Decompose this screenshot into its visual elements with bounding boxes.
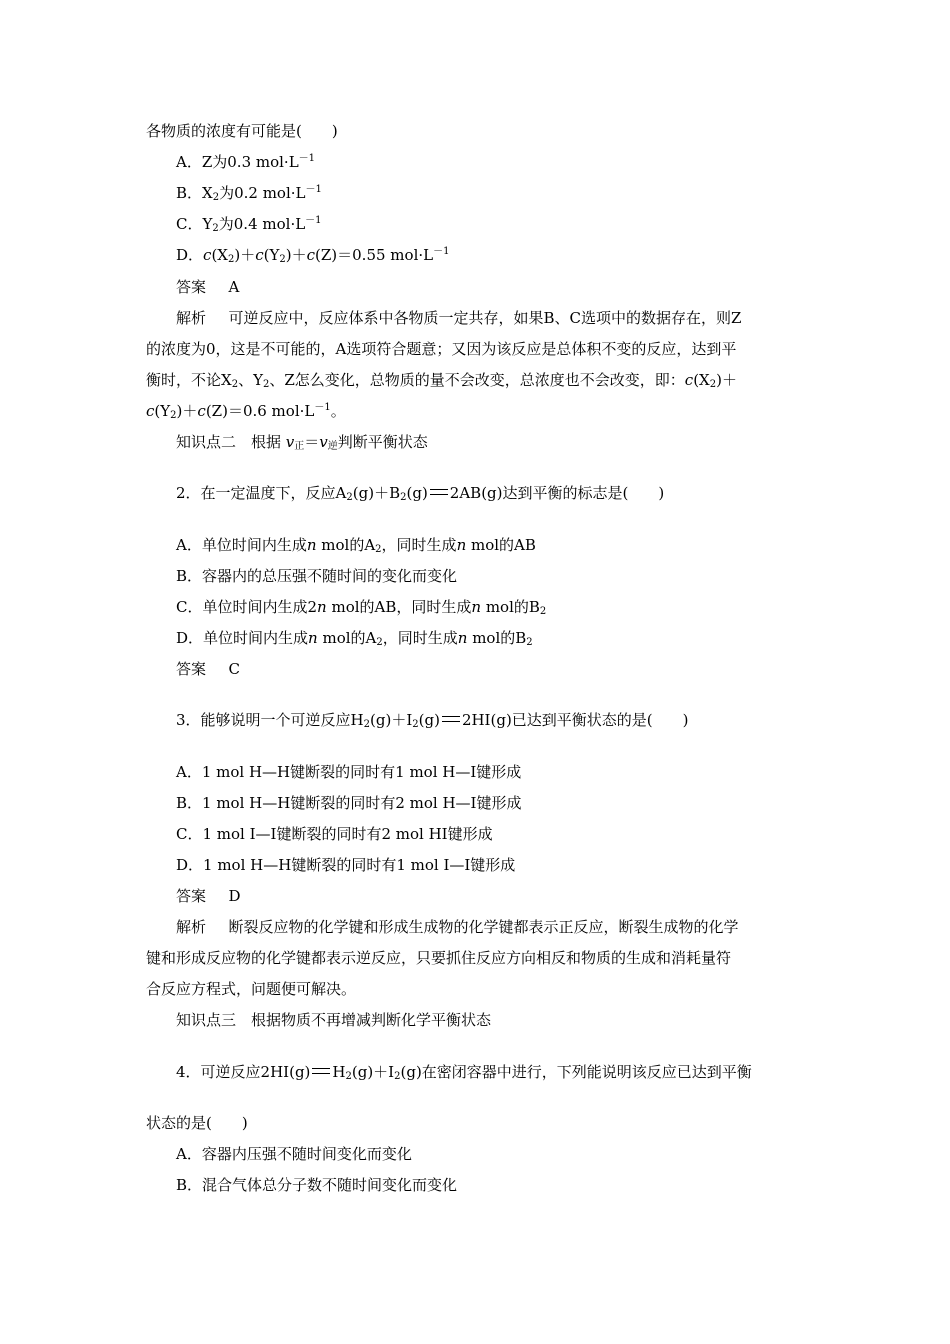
q2-answer: 答案 C	[176, 660, 240, 678]
knowledge-point-2-heading: 知识点二 根据 $v_正=v_逆$判断平衡状态	[176, 433, 428, 452]
equilibrium-arrow-icon	[440, 712, 462, 726]
q1-answer: 答案 A	[176, 278, 240, 296]
q1-option-c: C．$Y_2$为0.4 $mol\cdot L^{-1}$	[176, 215, 322, 234]
q2-option-a: A．单位时间内生成n mol的$A_2$，同时生成n mol的AB	[176, 536, 536, 555]
q3-option-b: B．1 mol H—H键断裂的同时有2 mol H—I键形成	[176, 794, 522, 812]
q4-stem-line-2: 状态的是( )	[146, 1114, 248, 1132]
q3-analysis-line-3: 合反应方程式，问题便可解决。	[146, 980, 357, 998]
equilibrium-arrow-icon	[428, 485, 450, 499]
q1-option-b: B．$X_2$为0.2 $mol\cdot L^{-1}$	[176, 184, 322, 203]
q1-analysis-line-1: 解析 可逆反应中，反应体系中各物质一定共存，如果B、C选项中的数据存在，则Z	[176, 309, 742, 327]
equilibrium-arrow-icon	[310, 1064, 332, 1078]
q1-analysis-line-3: 衡时，不论$X_2$、$Y_2$、Z怎么变化，总物质的量不会改变，总浓度也不会改变，即：$c(X_2)+$	[146, 371, 737, 390]
q2-option-c: C．单位时间内生成2n mol的AB，同时生成n mol的$B_2$	[176, 598, 547, 617]
q1-option-d: D．$c(X_2)+c(Y_2)+c(Z)=0.55$ $mol\cdot L^{-1}$	[176, 246, 450, 265]
q4-option-b: B．混合气体总分子数不随时间变化而变化	[176, 1176, 458, 1194]
q1-analysis-line-2: 的浓度为0，这是不可能的，A选项符合题意；又因为该反应是总体积不变的反应，达到平	[146, 340, 737, 358]
q1-stem-tail: 各物质的浓度有可能是( )	[146, 122, 338, 140]
q4-option-a: A．容器内压强不随时间变化而变化	[176, 1145, 412, 1163]
q2-option-b: B．容器内的总压强不随时间的变化而变化	[176, 567, 458, 585]
q3-option-d: D．1 mol H—H键断裂的同时有1 mol I—I键形成	[176, 856, 516, 874]
q3-stem: 3．能够说明一个可逆反应$H_2(g)+I_2(g)$ 2HI(g)已达到平衡状态的是( )	[176, 711, 689, 730]
q4-stem: 4．可逆反应2HI(g) $H_2(g)+I_2(g)$在密闭容器中进行，下列能说明该反应已达到平衡	[176, 1063, 752, 1082]
q2-stem: 2．在一定温度下，反应$A_2(g)+B_2(g)$ 2AB(g)达到平衡的标志是( )	[176, 484, 665, 503]
knowledge-point-3-heading: 知识点三 根据物质不再增减判断化学平衡状态	[176, 1011, 492, 1029]
q3-option-a: A．1 mol H—H键断裂的同时有1 mol H—I键形成	[176, 763, 522, 781]
q1-option-a: A．Z为0.3 $mol\cdot L^{-1}$	[176, 153, 316, 171]
q2-option-d: D．单位时间内生成n mol的$A_2$，同时生成n mol的$B_2$	[176, 629, 533, 648]
q3-analysis-line-1: 解析 断裂反应物的化学键和形成生成物的化学键都表示正反应，断裂生成物的化学	[176, 918, 739, 936]
q3-answer: 答案 D	[176, 887, 241, 905]
q1-analysis-line-4: $c(Y_2)+c(Z)=0.6$ $mol\cdot L^{-1}$。	[146, 402, 346, 421]
q3-option-c: C．1 mol I—I键断裂的同时有2 mol HI键形成	[176, 825, 493, 843]
q3-analysis-line-2: 键和形成反应物的化学键都表示逆反应，只要抓住反应方向相反和物质的生成和消耗量符	[146, 949, 732, 967]
